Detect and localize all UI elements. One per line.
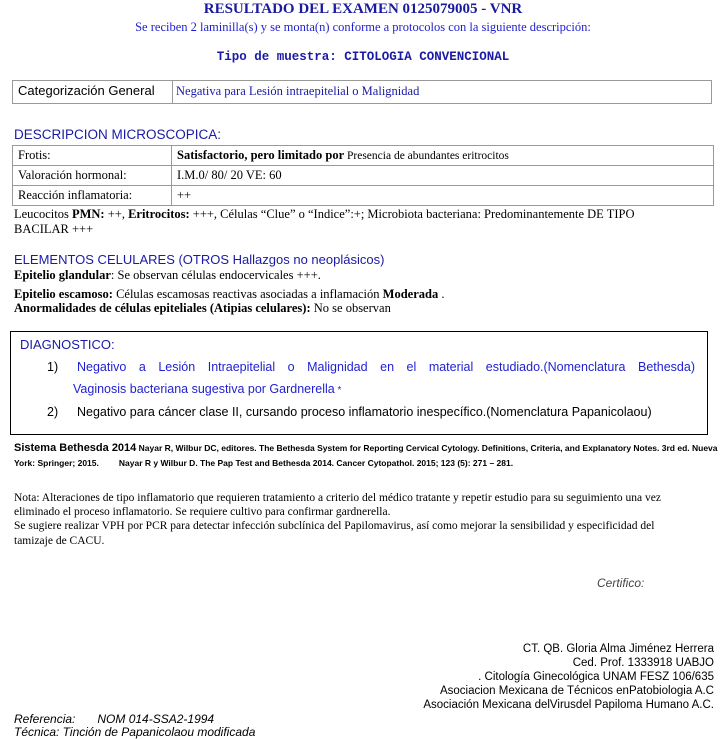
signature-line: Ced. Prof. 1333918 UABJO — [572, 657, 714, 669]
reference-line: Nayar R, Wilbur DC, editores. The Bethesda System for Reporting Cervical Cytology. Definitions, Criteria, and Explanatory Notes. 3rd ed. Nueva — [136, 443, 718, 453]
categorization-value: Negativa para Lesión intraepitelial o Malignidad — [176, 84, 420, 98]
diagnosis-asterisk: * — [334, 385, 342, 396]
sample-type: Tipo de muestra: CITOLOGIA CONVENCIONAL — [216, 50, 510, 64]
reference-norm-value: NOM 014-SSA2-1994 — [97, 712, 215, 726]
row-value: I.M.0/ 80/ 20 VE: 60 — [172, 166, 714, 186]
row-label: Valoración hormonal: — [13, 166, 172, 186]
signature-line: CT. QB. Gloria Alma Jiménez Herrera — [522, 643, 714, 655]
row-label: Reacción inflamatoria: — [13, 186, 172, 206]
diagnosis-item-2: Negativo para cáncer clase II, cursando proceso inflamatorio inespecífico.(Nomenclatura Papanicolaou) — [77, 405, 652, 419]
diagnosis-item-1: Negativo a Lesión Intraepitelial o Malignidad en el material estudiado.(Nomenclatura Bethesda) — [77, 360, 695, 374]
signature-line: . Citología Ginecológica UNAM FESZ 106/635 — [478, 671, 714, 683]
eritrocitos-value: +++, Células “Clue” o “Indice”:+; Microbiota bacteriana: Predominantemente DE TIPO — [189, 207, 635, 221]
pmn-label: PMN: — [71, 207, 105, 221]
reference-line: Nayar R y Wilbur D. The Pap Test and Bethesda 2014. Cancer Cytopathol. 2015; 123 (5): 271 – 281. — [118, 458, 514, 468]
report-title: RESULTADO DEL EXAMEN 0125079005 - VNR — [203, 1, 523, 17]
epithelial-abnormalities — [14, 301, 391, 316]
note-line: Nota: Alteraciones de tipo inflamatorio que requieren tratamiento a criterio del médico tratante y repetir estudio para su seguimiento una vez — [14, 492, 661, 504]
leucocitos-line — [14, 207, 634, 222]
signature-line: Asociacion Mexicana de Técnicos enPatobiologia A.C — [439, 685, 714, 697]
eritrocitos-label: Eritrocitos: — [128, 207, 190, 221]
abnormalities-value: No se observan — [310, 301, 391, 315]
glandular-label: Epitelio glandular — [14, 268, 111, 282]
squamous-severity: Moderada — [382, 287, 439, 301]
reference-line: York: Springer; 2015. — [14, 458, 99, 468]
description-table — [12, 145, 714, 206]
squamous-value: Células escamosas reactivas asociadas a inflamación — [112, 287, 383, 301]
diagnosis-item-1b-text: Vaginosis bacteriana sugestiva por Gardnerella — [73, 382, 335, 396]
bethesda-reference — [14, 442, 718, 454]
note-line: Se sugiere realizar VPH por PCR para detectar infección subclínica del Papilomavirus, así como mejorar la sensibilidad y especificidad del — [14, 520, 655, 532]
signature-line: Asociación Mexicana delVirusdel Papiloma Humano A.C. — [423, 699, 714, 711]
note-line: eliminado el proceso inflamatorio. Se requiere cultivo para confirmar gardnerella. — [14, 506, 391, 518]
squamous-label: Epitelio escamoso: — [14, 287, 113, 301]
reference-norm — [14, 712, 214, 726]
certify-label: Certifico: — [597, 576, 645, 590]
categorization-label: Categorización General — [18, 83, 155, 98]
row-value-bold: Satisfactorio, pero limitado por — [177, 148, 345, 162]
row-value — [172, 146, 714, 166]
leucocitos-label: Leucocitos — [14, 207, 72, 221]
table-row — [13, 166, 714, 186]
glandular-epithelium — [14, 268, 321, 283]
bethesda-reference-continued — [14, 458, 513, 468]
table-row — [13, 146, 714, 166]
glandular-value: : Se observan células endocervicales +++. — [110, 268, 321, 282]
row-value-text: Presencia de abundantes eritrocitos — [344, 150, 509, 162]
diagnosis-heading: DIAGNOSTICO: — [20, 337, 115, 352]
description-heading: DESCRIPCION MICROSCOPICA: — [14, 127, 222, 142]
table-row — [13, 186, 714, 206]
note-line: tamizaje de CACU. — [14, 535, 105, 547]
row-value: ++ — [172, 186, 714, 206]
row-label: Frotis: — [13, 146, 172, 166]
diagnosis-item-number: 1) — [47, 360, 59, 374]
technique: Técnica: Tinción de Papanicolaou modificada — [14, 725, 256, 739]
squamous-end: . — [438, 287, 445, 301]
reference-norm-label: Referencia: — [14, 712, 76, 726]
abnormalities-label: Anormalidades de células epiteliales (Atipias celulares): — [14, 301, 311, 315]
diagnosis-item-number: 2) — [47, 405, 59, 419]
pmn-value: ++, — [104, 207, 129, 221]
squamous-epithelium — [14, 287, 444, 302]
cellular-elements-heading: ELEMENTOS CELULARES (OTROS Hallazgos no neoplásicos) — [14, 252, 385, 267]
reference-head: Sistema Bethesda 2014 — [14, 442, 137, 454]
report-subtitle: Se reciben 2 laminilla(s) y se monta(n) conforme a protocolos con la siguiente descripción: — [135, 20, 591, 34]
diagnosis-item-1b — [73, 382, 341, 396]
leucocitos-line-continued: BACILAR +++ — [14, 222, 94, 236]
